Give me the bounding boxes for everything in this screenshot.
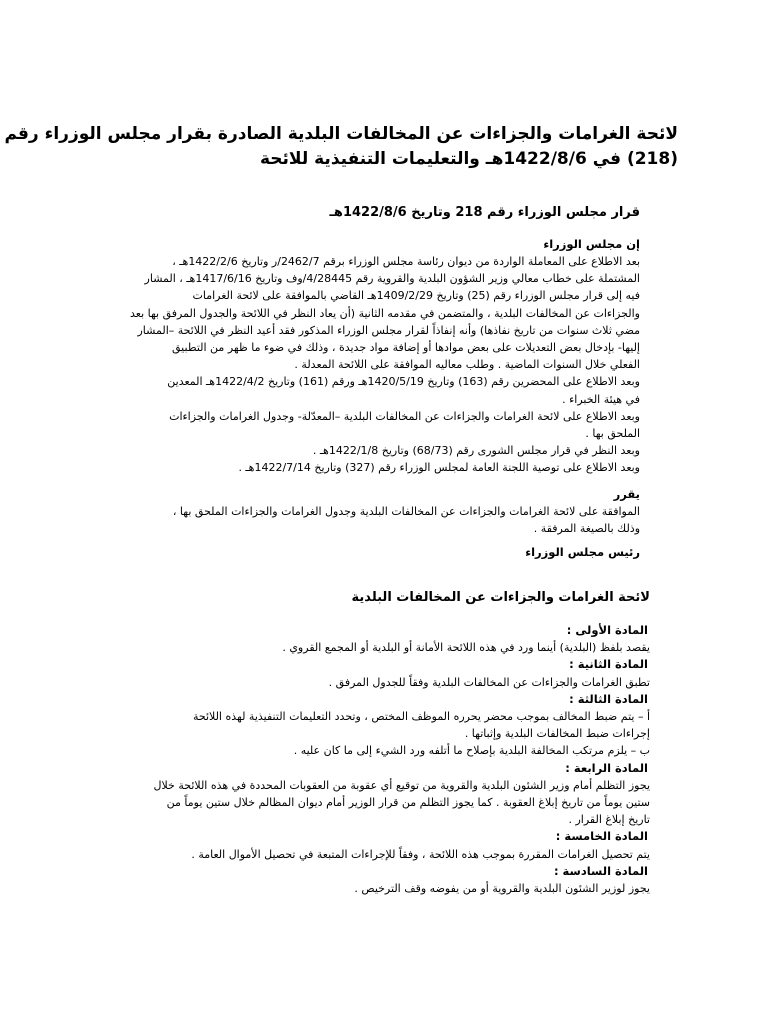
- resolution-heading: قرار مجلس الوزراء رقم 218 وتاريخ 1422/8/6هـ: [329, 205, 640, 220]
- article-heading: المادة الأولى :: [566, 623, 648, 637]
- articles-list: [120, 622, 650, 897]
- council-label: إن مجلس الوزراء: [543, 237, 640, 251]
- title-line-2: (218) في 1422/8/6هـ والتعليمات التنفيذية للائحة: [259, 149, 678, 169]
- preamble-line: وبعد الاطلاع على المحضرين رقم (163) وتاريخ 1420/5/19هـ ورقم (161) وتاريخ 1422/4/2هـ المعدين: [167, 375, 640, 389]
- article-heading: المادة السادسة :: [553, 863, 648, 878]
- preamble-line: والجزاءات عن المخالفات البلدية ، والمتضمن في مقدمه الثانية (أن يعاد النظر في اللائحة والجدول المرفق بها بعد: [130, 306, 640, 320]
- article-heading: المادة الثالثة :: [569, 691, 648, 706]
- preamble-line: في هيئة الخبراء .: [562, 392, 640, 406]
- signature: رئيس مجلس الوزراء: [525, 545, 640, 559]
- article-line: ستين يوماً من تاريخ إبلاغ العقوبة . كما يجوز التظلم من قرار الوزير أمام ديوان المظالم خلال ستين يوماً من: [166, 796, 650, 810]
- article-line: تطبق الغرامات والجزاءات عن المخالفات البلدية وفقاً للجدول المرفق .: [328, 675, 650, 689]
- article-line: أ – يتم ضبط المخالف بموجب محضر يحرره الموظف المختص ، وتحدد التعليمات التنفيذية لهذه اللائحة: [192, 710, 650, 724]
- decision-line: الموافقة على لائحة الغرامات والجزاءات عن المخالفات البلدية وجدول الغرامات والجزاءات الملحق بها ،: [172, 505, 640, 518]
- decision-line: وذلك بالصيغة المرفقة .: [533, 522, 640, 536]
- article-line: يتم تحصيل الغرامات المقررة بموجب هذه اللائحة ، وفقاً للإجراءات المتبعة في تحصيل الأموال العامة .: [191, 847, 650, 861]
- article-line: يجوز التظلم أمام وزير الشئون البلدية والقروية من توقيع أي عقوبة من العقوبات المحددة في هذه اللائحة خلال: [153, 778, 650, 792]
- article-heading: المادة الثانية :: [569, 657, 648, 672]
- preamble-line: الفعلي خلال السنوات الماضية . وطلب معاليه الموافقة على اللائحة المعدلة .: [294, 358, 640, 372]
- article-line: ب – يلزم مرتكب المخالفة البلدية بإصلاح ما أتلفه ورد الشيء إلى ما كان عليه .: [293, 744, 650, 758]
- preamble-line: وبعد الاطلاع على توصية اللجنة العامة لمجلس الوزراء رقم (327) وتاريخ 1422/7/14هـ .: [238, 461, 640, 475]
- decision-block: [120, 503, 640, 537]
- article-line: إجراءات ضبط المخالفات البلدية وإثباتها .: [464, 727, 650, 741]
- preamble-line: فيه إلى قرار مجلس الوزراء رقم (25) وتاريخ 1409/2/29هـ القاضي بالموافقة على لائحة الغرامات: [192, 289, 640, 303]
- preamble-line: إليها- بإدخال بعض التعديلات على بعض موادها أو إضافة مواد جديدة ، وذلك في ضوء ما ظهر من التطبيق: [172, 341, 640, 355]
- preamble-block: [120, 253, 640, 477]
- article-heading: المادة الرابعة :: [565, 760, 648, 775]
- article-line: تاريخ إبلاغ القرار .: [568, 813, 650, 827]
- preamble-line: بعد الاطلاع على المعاملة الواردة من ديوان رئاسة مجلس الوزراء برقم 2462/7/ر وتاريخ 1422/2/6هـ ،: [172, 255, 640, 268]
- preamble-line: المشتملة على خطاب معالي وزير الشؤون البلدية والقروية رقم 4/28445/وف وتاريخ 1417/6/16هـ ، المشار: [144, 272, 640, 286]
- article-line: يجوز لوزير الشئون البلدية والقروية أو من يفوضه وقف الترخيص .: [354, 882, 650, 896]
- article-line: يقصد بلفظ (البلدية) أينما ورد في هذه اللائحة الأمانة أو البلدية أو المجمع القروي .: [282, 641, 650, 655]
- article-heading: المادة الخامسة :: [555, 829, 648, 844]
- regulation-title: لائحة الغرامات والجزاءات عن المخالفات البلدية: [351, 590, 650, 605]
- title-line-1: لائحة الغرامات والجزاءات عن المخالفات البلدية الصادرة بقرار مجلس الوزراء رقم: [4, 124, 678, 144]
- preamble-line: وبعد النظر في قرار مجلس الشورى رقم (68/73) وتاريخ 1422/1/8هـ .: [312, 444, 640, 458]
- decides-label: يقرر: [613, 487, 640, 501]
- preamble-line: الملحق بها .: [585, 427, 640, 441]
- preamble-line: وبعد الاطلاع على لائحة الغرامات والجزاءات عن المخالفات البلدية –المعدّلة- وجدول الغرامات والجزاءات: [169, 409, 640, 423]
- document-title: [4, 122, 678, 172]
- preamble-line: مضي ثلاث سنوات من تاريخ نفاذها) وأنه إنفاذاً لقرار مجلس الوزراء المذكور فقد أعيد النظر في اللائحة –المشار: [137, 323, 640, 337]
